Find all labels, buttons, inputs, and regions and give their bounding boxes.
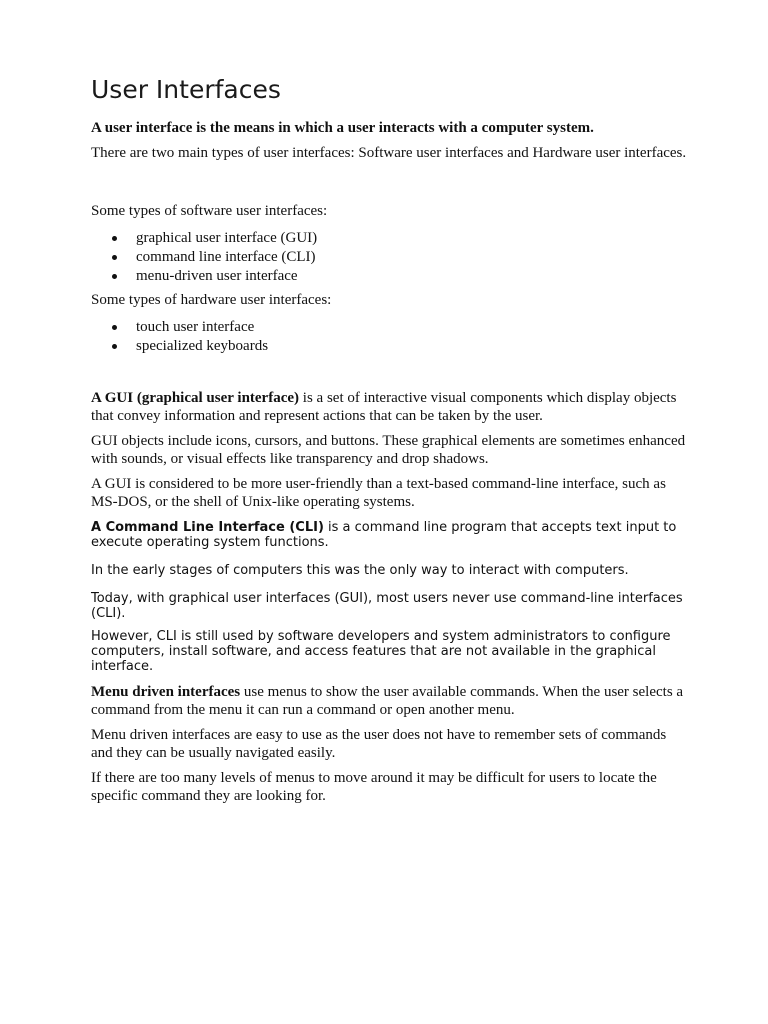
menu-paragraph-3: If there are too many levels of menus to move around it may be difficult for users to locate the specific command they are looking for. — [91, 770, 657, 804]
cli-definition: is a command line program that accepts text input to execute operating system functions. — [91, 520, 677, 550]
cli-paragraph-3: Today, with graphical user interfaces (GUI), most users never use command-line interfaces (CLI). — [91, 591, 683, 621]
gui-paragraph-1 — [91, 390, 691, 425]
list-item: touch user interface — [91, 318, 691, 337]
list-item: specialized keyboards — [91, 337, 691, 356]
list-item: menu-driven user interface — [91, 267, 691, 286]
intro-definition — [91, 120, 691, 138]
cli-term: A Command Line Interface (CLI) — [91, 520, 324, 535]
list-item: command line interface (CLI) — [91, 248, 691, 267]
software-heading: Some types of software user interfaces: — [91, 203, 328, 219]
document-page — [91, 70, 691, 805]
gui-paragraph-2: GUI objects include icons, cursors, and buttons. These graphical elements are sometimes enhanced with sounds, or visual effects like transparency and drop shadows. — [91, 433, 686, 467]
menu-paragraph-2: Menu driven interfaces are easy to use as the user does not have to remember sets of commands and they can be usually navigated easily. — [91, 727, 667, 761]
intro-definition-text: A user interface is the means in which a user interacts with a computer system. — [91, 120, 594, 136]
cli-paragraph-2: In the early stages of computers this was the only way to interact with computers. — [91, 563, 629, 578]
gui-definition: is a set of interactive visual components which display objects that convey information and represent actions that can be taken by the user. — [91, 390, 677, 424]
cli-paragraph-1 — [91, 520, 691, 550]
cli-paragraph-4: However, CLI is still used by software developers and system administrators to configure computers, install software, and access features that are not available in the graphical interface. — [91, 629, 671, 674]
menu-paragraph-1 — [91, 684, 691, 719]
page-title: User Interfaces — [91, 75, 281, 104]
intro-types-paragraph: There are two main types of user interfaces: Software user interfaces and Hardware user interfaces. — [91, 144, 687, 161]
hardware-heading: Some types of hardware user interfaces: — [91, 291, 332, 308]
gui-paragraph-3: A GUI is considered to be more user-friendly than a text-based command-line interface, such as MS-DOS, or the shell of Unix-like operating systems. — [91, 476, 666, 510]
hardware-list — [91, 318, 691, 356]
menu-term: Menu driven interfaces — [91, 684, 241, 700]
gui-term: A GUI (graphical user interface) — [91, 390, 300, 406]
software-list — [91, 229, 691, 286]
list-item: graphical user interface (GUI) — [91, 229, 691, 248]
menu-definition: use menus to show the user available commands. When the user selects a command from the menu it can run a command or open another menu. — [91, 684, 684, 718]
